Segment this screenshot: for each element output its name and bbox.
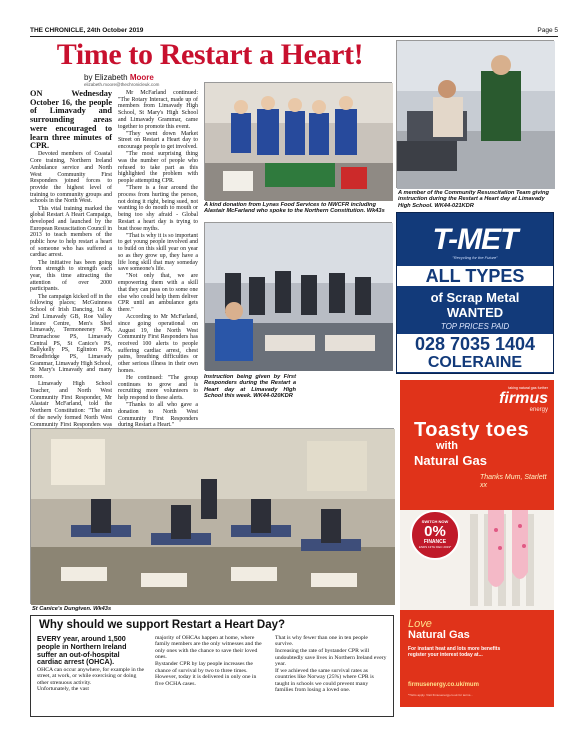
paragraph: "They went down Market Street on Restart a Heart day to encourage people to get involved.	[118, 130, 198, 151]
ad-firmus-energy[interactable]	[400, 380, 554, 707]
box-title: Why should we support Restart a Heart Day?	[39, 619, 286, 631]
badge-ends: ENDS 13TH DEC 2019*	[418, 545, 452, 549]
badge-zero-percent: 0%	[424, 523, 446, 540]
paper-date: THE CHRONICLE, 24th October 2019	[30, 27, 144, 34]
firmus-headline: Toasty toes	[414, 419, 530, 441]
article-column-2	[118, 90, 198, 429]
paragraph: "Not only that, we are empowering them with a skill that they can pass on to some one else who could help them deliver CPR until an ambulance gets there."	[118, 273, 198, 313]
paragraph: Devoted members of Coastal Core training, Northern Ireland Ambulance service and North West Community First Responders joined forces to provide the highest level of training to community groups and schools in the North West.	[30, 151, 112, 205]
author-email[interactable]: elizabeth.moore@thechronicleuk.com	[84, 82, 160, 87]
firmus-logo: firmus	[499, 390, 548, 407]
badge-finance: FINANCE	[423, 539, 447, 545]
tmet-logo: T-MET	[432, 223, 518, 256]
headline: Time to Restart a Heart!	[56, 38, 364, 71]
paragraph: That is why fewer than one in ten people survive.	[275, 635, 368, 648]
photo-first-responders	[204, 222, 392, 370]
photo-st-canice	[30, 428, 394, 604]
box-lead: EVERY year, around 1,500 people in Northern Ireland suffer an out-of-hospital cardiac arrest (OHCA).	[37, 634, 127, 667]
paragraph: According to Mr McFarland, since going operational on August 19, the North West Community First Responders has received 100 alerts to people suffering cardiac arrest, chest pains, breathing difficulties or other serious illness in their own homes.	[118, 314, 198, 374]
firmus-natural-gas: Natural Gas	[408, 629, 470, 641]
paragraph: majority of OHCAs happen at home, where family members are the only witnesses and the only ones with the chance to save their loved ones.	[155, 635, 262, 661]
paragraph: "The most surprising thing was the number of people who refused to take part as this highlighted the problem with people attempting CPR.	[118, 151, 198, 185]
firmus-headline-with: with	[436, 440, 458, 452]
paragraph: However, today it is delivered in only one in five OCHA cases.	[155, 674, 257, 687]
paragraph: If we achieved the same survival rates as countries like Norway (25%) where CPR is taught in schools we could prevent many families from losing a loved one.	[275, 668, 374, 694]
firmus-headline-gas: Natural Gas	[414, 453, 487, 468]
paragraph: He continued: "The group continues to grow and is recruiting more volunteers to help respond to these alerts.	[118, 375, 198, 402]
paragraph: Limavady High School Teacher, and North West Community First Responder, Mr Alastair McFarland, told the Northern Constitution: "The aim of the newly formed North West Community First Responders was	[30, 381, 112, 428]
caption-first-responders: Instruction being given by First Responders during the Restart a Heart day at Limavady High School this week. WK44-020KDR	[204, 374, 296, 399]
tmet-town: COLERAINE	[427, 354, 523, 371]
paragraph: Increasing the rate of bystander CPR will undoubtedly save lives in Northern Ireland every year.	[275, 648, 387, 668]
ad-tmet-scrap-metal[interactable]	[396, 212, 554, 374]
byline-prefix: by Elizabeth	[84, 73, 128, 82]
caption-community-team: A member of the Community Resuscitation Team giving instruction during the Restart a Heart day at Limavady High School. WK44-021KDR	[398, 190, 549, 209]
firmus-finance-badge	[410, 510, 460, 560]
paragraph: This vital training marked the global Restart A Heart Campaign, developed and launched by the European Resuscitation Council in 2013 to teach members of the public how to help restart a heart of someone who has suffered a cardiac arrest.	[30, 205, 112, 259]
byline	[84, 73, 154, 82]
firmus-logo-sub: energy	[529, 407, 548, 413]
paragraph: Unfortunately, the vast	[37, 686, 89, 693]
paragraph: "Thanks to all who gave a donation to North West Community First Responders during Restart a Heart."	[118, 402, 198, 429]
tmet-scrap-metal: of Scrap Metal	[430, 290, 520, 305]
masthead	[30, 27, 558, 37]
firmus-love: Love	[408, 618, 432, 630]
tmet-phone[interactable]: 028 7035 1404	[414, 334, 536, 354]
badge-switch: SWITCH NOW	[421, 519, 449, 524]
article-lead: ON Wednesday October 16, the people of Limavady and surrounding areas were encouraged to learn three minutes of CPR.	[30, 89, 112, 151]
article-column-1	[30, 89, 112, 428]
page-number: Page 5	[537, 27, 558, 34]
firmus-body: For instant heat and lots more benefits register your interest today at...	[408, 646, 501, 658]
support-restart-box	[30, 615, 394, 717]
paragraph: "There is a fear around the process from hurting the person, not doing it right, being sued, not wanting to do mouth to mouth or being too shy afraid - Global Restart a heart day is trying to bust those myths.	[118, 185, 198, 232]
box-column-3	[275, 635, 387, 715]
photo-donation	[204, 82, 392, 200]
paragraph: OHCA can occur anywhere, for example in the street, at work, or while exercising or doing other strenuous activity.	[37, 666, 145, 686]
photo-community-team	[396, 40, 554, 188]
paragraph: Bystander CPR by lay people increases the chance of survival by two to three times.	[155, 661, 253, 674]
firmus-tagline: taking natural gas further	[508, 386, 548, 390]
tmet-all-types: ALL TYPES	[397, 266, 553, 286]
box-column-2	[155, 635, 263, 715]
paragraph: The initiative has been going from strength to strength each year, this time attracting the attention of over 2000 participants.	[30, 259, 112, 293]
tmet-top-prices: TOP PRICES PAID	[440, 322, 510, 331]
tmet-wanted: WANTED	[446, 305, 504, 320]
paragraph: "That is why it is so important to get young people involved and to build on this skill year on year so as they grow up, they have a life long skill that may someday save someone's life.	[118, 232, 198, 273]
tmet-slogan: "Recycling for the Future"	[452, 255, 498, 260]
firmus-thanks-note: Thanks Mum, Starlett xx	[480, 474, 547, 489]
caption-donation: A kind donation from Lynas Food Services to NWCFR including Alastair McFarland who spoke to the Northern Constitution. Wk43s	[204, 202, 385, 215]
firmus-fine-print: *T&Cs apply. Visit firmusenergy.co.uk for terms...	[408, 693, 473, 697]
caption-st-canice: St Canice's Dungiven. Wk43s	[32, 606, 112, 612]
paragraph: The campaign kicked off in the following places; McGuinness School of Irish Dancing, 1st & 2nd Limavady GB, Roe Valley leisure Centre, Men's Shed Limavady, Termoneeney PS, Drumachose PS, Limavady Central PS, St Canice's PS, Ballykelly PS, Eglinton PS, Broadbridge PS, Limavady Grammar, Limavady High School, St Mary's Limavady and many more.	[30, 293, 112, 381]
tmet-contact-band	[397, 334, 553, 372]
firmus-url[interactable]: firmusenergy.co.uk/mum	[408, 682, 479, 688]
box-column-1	[37, 635, 145, 715]
byline-surname: Moore	[129, 73, 154, 82]
paragraph: Mr McFarland continued: "The Rotary Interact, made up of members from Limavady High School, St Mary's High School and Limavady Grammar, came together to promote this event.	[118, 90, 198, 130]
